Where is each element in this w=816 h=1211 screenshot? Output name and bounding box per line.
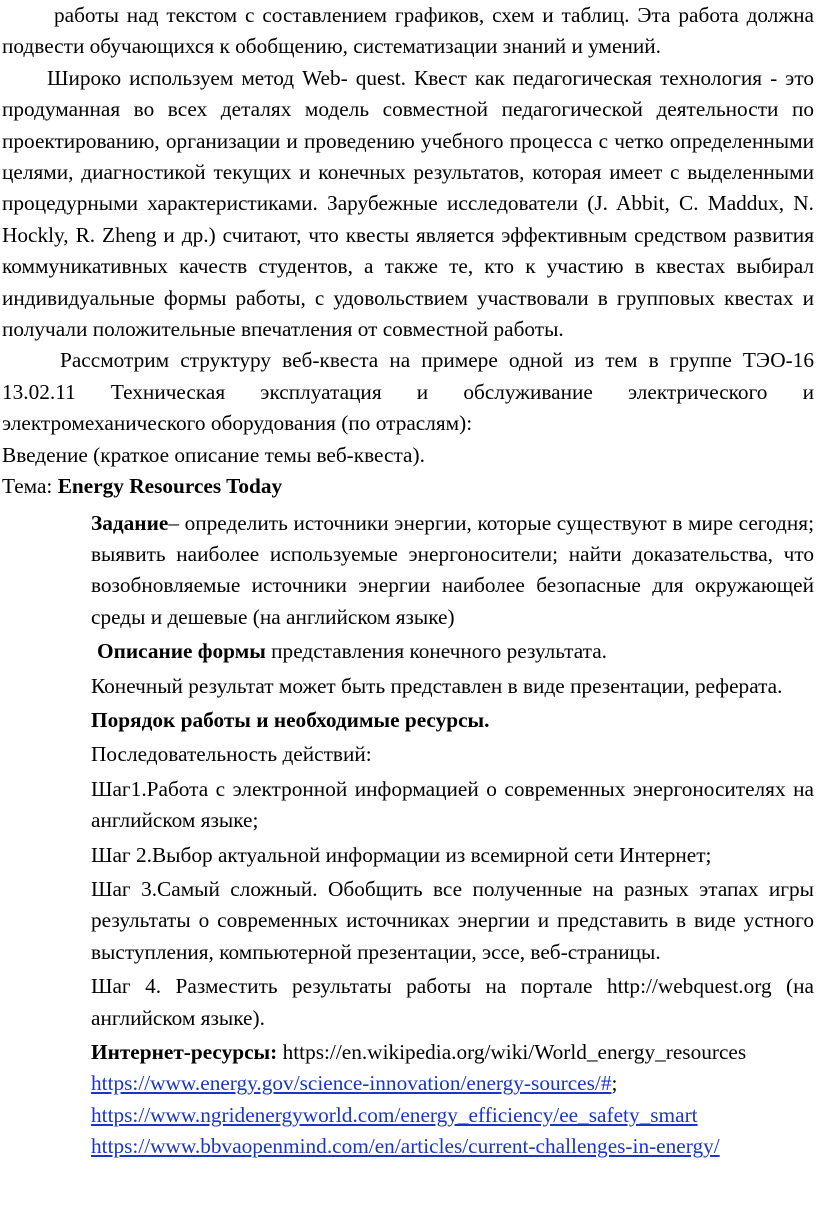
resource-link-bbva[interactable]: https://www.bbvaopenmind.com/en/articles/current-challenges-in-energy/	[91, 1134, 720, 1159]
sequence-label: Последовательность действий:	[91, 742, 372, 767]
task-label: Задание	[91, 510, 169, 535]
resource-line-bbva	[91, 1131, 814, 1162]
resource-line-energy-gov	[91, 1068, 814, 1099]
resources-line	[91, 1037, 814, 1068]
paragraph-intro-continued: работы над текстом с составлением графиков, схем и таблиц. Эта работа должна подвести обучающихся к обобщению, систематизации знаний и умений.	[2, 3, 814, 59]
resources-label: Интернет-ресурсы:	[91, 1040, 278, 1064]
step-4: Шаг 4. Разместить результаты работы на портале http://webquest.org (на английском языке).	[91, 974, 814, 1030]
resource-link-wikipedia[interactable]: https://en.wikipedia.org/wiki/World_energy_resources	[277, 1040, 747, 1064]
form-result-paragraph: Конечный результат может быть представлен в виде презентации, реферата.	[91, 673, 783, 698]
topic-line	[2, 471, 814, 502]
step-2: Шаг 2.Выбор актуальной информации из всемирной сети Интернет;	[91, 842, 712, 867]
step-3: Шаг 3.Самый сложный. Обобщить все полученные на разных этапах игры результаты о современных источниках энергии и представить в виде устного выступления, компьютерной презентации, эссе, веб-страницы.	[91, 876, 814, 964]
resource-line-ngrid	[91, 1100, 814, 1131]
task-text: – определить источники энергии, которые существуют в мире сегодня; выявить наиболее используемые энергоносители; найти доказательства, что возобновляемые источники энергии наиболее безопасные для окружающей среды и дешевые (на английском языке)	[91, 510, 814, 629]
paragraph-quest-structure: Рассмотрим структуру веб-квеста на примере одной из тем в группе ТЭО-16 13.02.11 Техническая эксплуатация и обслуживание электрического и электромеханического оборудования (по отраслям):	[2, 348, 814, 436]
topic-label: Тема:	[2, 474, 58, 499]
task-paragraph	[91, 508, 814, 634]
paragraph-introduction: Введение (краткое описание темы веб-квеста).	[2, 442, 425, 467]
quest-details-block	[91, 508, 814, 1163]
form-description-line	[91, 636, 814, 667]
link-separator: ;	[611, 1071, 618, 1096]
procedure-heading	[91, 705, 814, 736]
form-text: представления конечного результата.	[265, 639, 607, 664]
form-label: Описание формы	[97, 639, 266, 664]
resource-link-ngrid[interactable]: https://www.ngridenergyworld.com/energy_efficiency/ee_safety_smart	[91, 1102, 698, 1127]
step-1: Шаг1.Работа с электронной информацией о современных энергоносителях на английском языке;	[91, 776, 814, 833]
paragraph-web-quest-method: Широко используем метод Web- quest. Квест как педагогическая технология - это продуманная во всех деталях модель совместной педагогической деятельности по проектированию, организации и проведению учебного процесса с четко определенными целями, диагностикой текущих и конечных результатов, которая имеет с выделенными процедурными характеристиками. Зарубежные исследователи (J. Abbit, C. Maddux, N. Hockly, R. Zheng и др.) считают, что квесты является эффективным средством развития коммуникативных качеств студентов, а также те, кто к участию в квестах выбирал индивидуальные формы работы, с удовольствием участвовали в групповых квестах и получали положительные впечатления от совместной работы.	[2, 65, 814, 342]
procedure-heading-text: Порядок работы и необходимые ресурсы.	[91, 707, 490, 732]
topic-title: Energy Resources Today	[57, 474, 283, 499]
resource-link-energy-gov[interactable]: https://www.energy.gov/science-innovation/energy-sources/#	[91, 1071, 612, 1096]
